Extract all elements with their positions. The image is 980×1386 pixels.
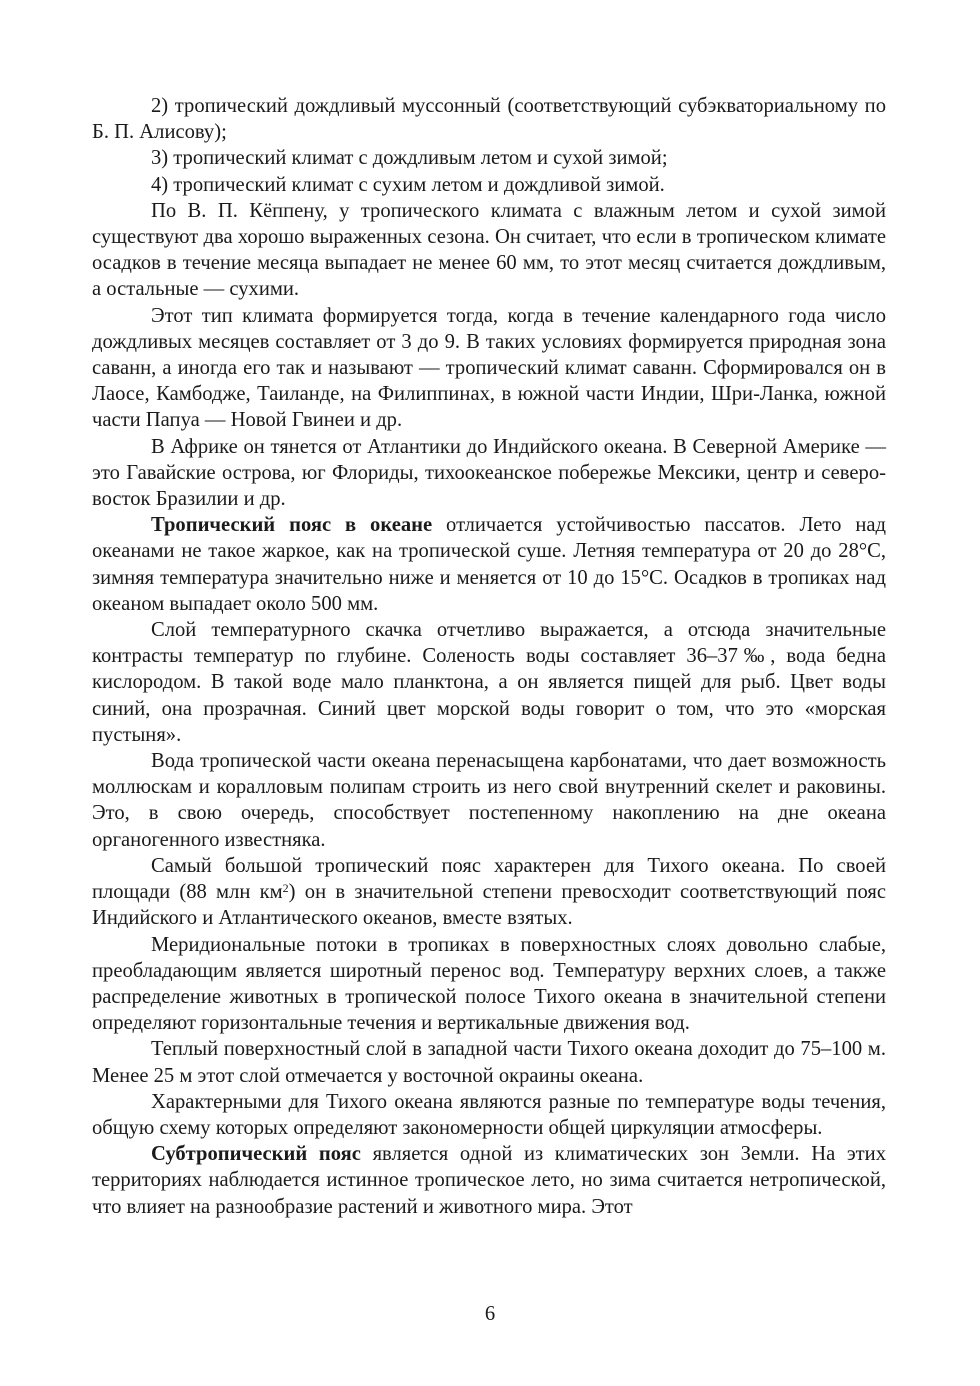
paragraph-text: 3) тропический климат с дождливым летом и сухой зимой;: [151, 147, 668, 170]
paragraph-text-continued: ) он в значительной степени превосходит соответствующий пояс Индийского и Атлантического океанов, вместе взятых.: [92, 881, 886, 930]
paragraph-subtropical: [92, 1141, 886, 1220]
paragraph-thermocline: [92, 617, 886, 748]
paragraph-carbonates: [92, 748, 886, 853]
paragraph-text: 4) тропический климат с сухим летом и дождливой зимой.: [151, 173, 665, 196]
paragraph-text: отличается устойчивостью пассатов. Лето над океанами не такое жаркое, как на тропической суше. Летняя температура от 20 до 28°С, зимняя температура значительно ниже и меняется от 10 до 15°С. Осадков в тропиках над океаном выпадает около 500 мм.: [92, 514, 886, 615]
page-number: 6: [484, 1303, 496, 1325]
paragraph-text: является одной из климатических зон Земли. На этих территориях наблюдается истинное тропическое лето, но зима считается нетропической, что влияет на разнообразие растений и животного мира. Этот: [92, 1143, 886, 1218]
paragraph-text: По В. П. Кёппену, у тропического климата с влажным летом и сухой зимой существуют два хорошо выраженных сезона. Он считает, что если в тропическом климате осадков в течение месяца выпадает не менее 60 мм, то этот месяц считается дождливым, а остальные — сухими.: [92, 199, 886, 301]
superscript: 2: [282, 881, 289, 896]
paragraph-pacific-belt: [92, 853, 886, 932]
paragraph-text: Теплый поверхностный слой в западной части Тихого океана доходит до 75–100 м. Менее 25 м этот слой отмечается у восточной окраины океана.: [92, 1038, 886, 1087]
bold-term: Тропический пояс в океане: [151, 514, 433, 537]
paragraph-koeppen: [92, 198, 886, 303]
paragraph-list-item-4: [92, 172, 886, 198]
paragraph-tropical-ocean: [92, 512, 886, 617]
paragraph-text: Меридиональные потоки в тропиках в поверхностных слоях довольно слабые, преобладающим является широтный перенос вод. Температуру верхних слоев, а также распределение животных в тропической полосе Тихого океана в значительной степени определяют горизонтальные течения и вертикальные движения вод.: [92, 933, 886, 1035]
bold-term: Субтропический пояс: [151, 1143, 361, 1166]
paragraph-text: Слой температурного скачка отчетливо выражается, а отсюда значительные контрасты температур по глубине. Соленость воды составляет 36–37‰, вода бедна кислородом. В такой воде мало планктона, а он является пищей для рыб. Цвет воды синий, она прозрачная. Синий цвет морской воды говорит о том, что это «морская пустыня».: [92, 619, 886, 746]
paragraph-text: В Африке он тянется от Атлантики до Индийского океана. В Северной Америке — это Гавайские острова, юг Флориды, тихоокеанское побережье Мексики, центр и северо-восток Бразилии и др.: [92, 435, 886, 511]
paragraph-text: 2) тропический дождливый муссонный (соответствующий субэкваториальному по Б. П. Алисову);: [92, 95, 886, 144]
paragraph-currents: [92, 1089, 886, 1141]
paragraph-text: Этот тип климата формируется тогда, когда в течение календарного года число дождливых месяцев составляет от 3 до 9. В таких условиях формируется природная зона саванн, а иногда его так и называют — тропический климат саванн. Сформировался он в Лаосе, Камбодже, Таиланде, на Филиппинах, в южной части Индии, Шри-Ланка, южной части Папуа — Новой Гвинеи и др.: [92, 304, 886, 432]
paragraph-meridional-flows: [92, 932, 886, 1037]
paragraph-text: Самый большой тропический пояс характерен для Тихого океана. По своей площади (88 млн км: [92, 854, 886, 904]
paragraph-text: Вода тропической части океана перенасыщена карбонатами, что дает возможность моллюскам и коралловым полипам строить из него свой внутренний скелет и раковины. Это, в свою очередь, способствует постепенному накоплению на дне океана органогенного известняка.: [92, 750, 886, 851]
page-body: [92, 93, 886, 1220]
paragraph-warm-layer: [92, 1036, 886, 1088]
paragraph-text: Характерными для Тихого океана являются разные по температуре воды течения, общую схему которых определяют закономерности общей циркуляции атмосферы.: [92, 1090, 886, 1139]
paragraph-savanna: [92, 303, 886, 434]
paragraph-africa: [92, 434, 886, 513]
paragraph-list-item-3: [92, 145, 886, 171]
paragraph-list-item-2: [92, 93, 886, 145]
